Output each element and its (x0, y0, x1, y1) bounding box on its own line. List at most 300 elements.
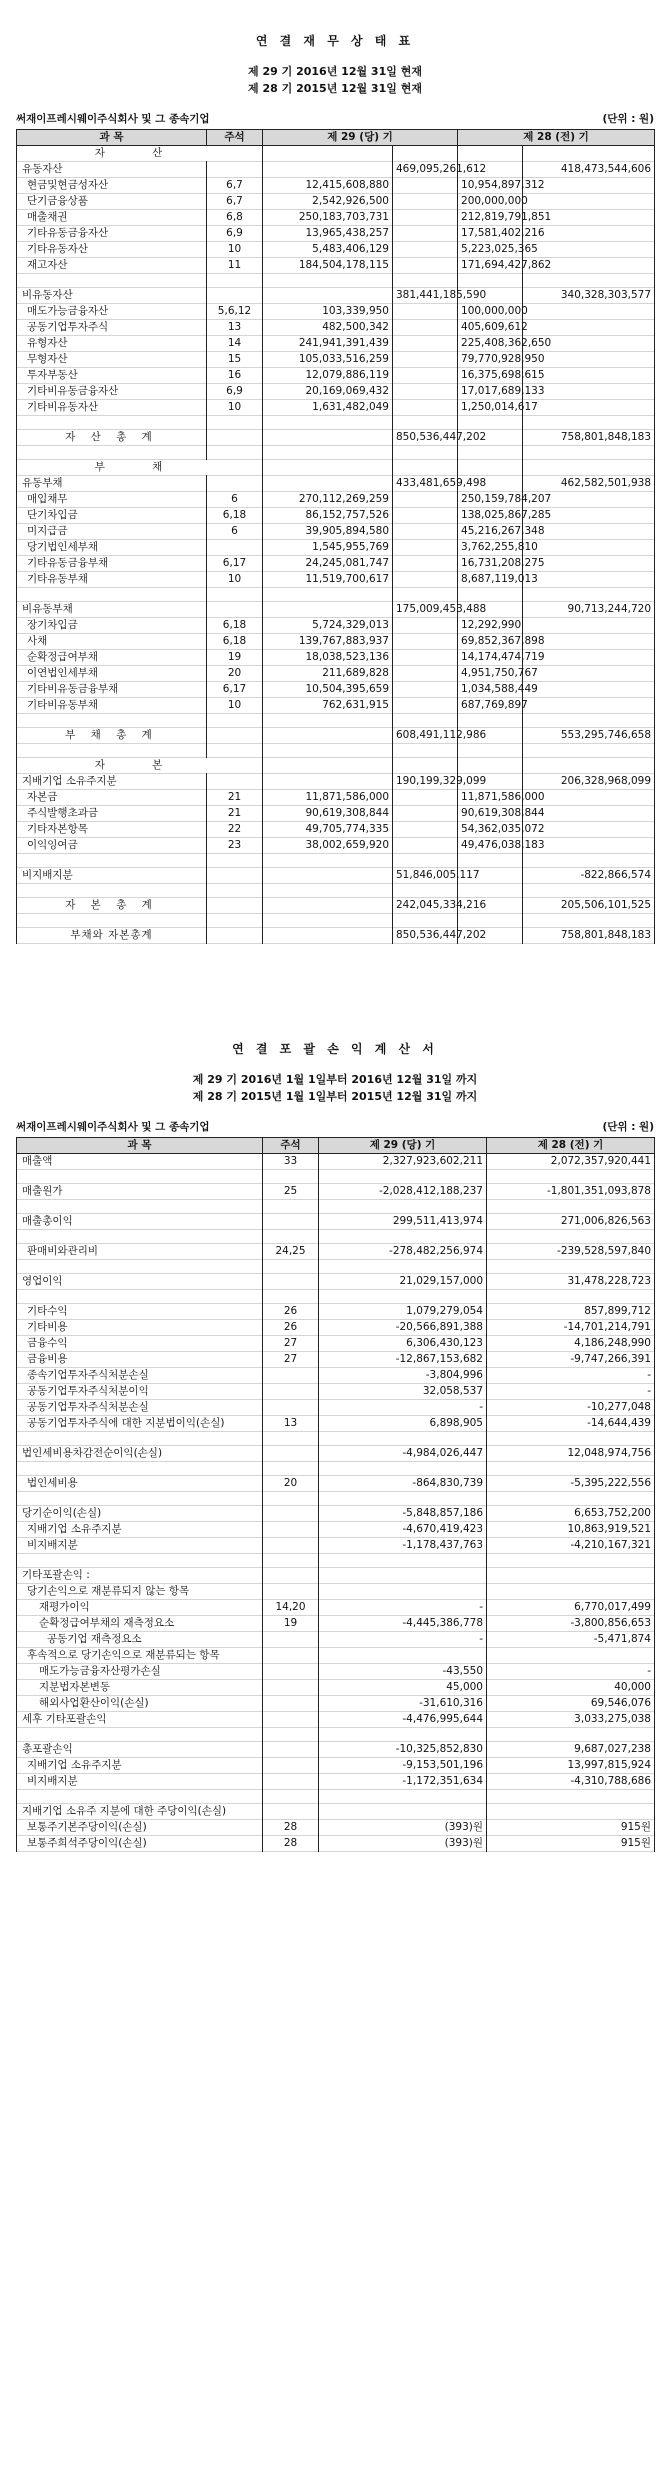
table-row (17, 1304, 655, 1320)
empty-cell (263, 476, 393, 492)
note-ref: 14,20 (263, 1600, 319, 1616)
empty-cell (458, 588, 523, 602)
note-ref: 21 (207, 790, 263, 806)
note-ref (263, 1648, 319, 1664)
spacer-row (17, 1432, 655, 1446)
empty-cell (207, 602, 263, 618)
current-amount: -3,804,996 (319, 1368, 487, 1384)
empty-cell (17, 914, 207, 928)
table-row (17, 194, 655, 210)
account-label: 투자부동산 (17, 368, 207, 384)
note-ref: 6 (207, 492, 263, 508)
note-ref: 16 (207, 368, 263, 384)
table-row (17, 1836, 655, 1852)
table-row (17, 650, 655, 666)
current-amount: -12,867,153,682 (319, 1352, 487, 1368)
empty-cell (263, 1432, 319, 1446)
empty-cell (393, 838, 458, 854)
account-label: 보통주희석주당이익(손실) (17, 1836, 263, 1852)
empty-cell (523, 400, 655, 416)
total-row (17, 928, 655, 944)
account-label: 단기금융상품 (17, 194, 207, 210)
prior-item-amount: 16,731,208,275 (458, 556, 523, 572)
current-total-amount: 850,536,447,202 (393, 928, 458, 944)
account-label: 법인세비용 (17, 1476, 263, 1492)
empty-cell (523, 884, 655, 898)
is-header-current: 제 29 (당) 기 (319, 1138, 487, 1154)
empty-cell (263, 416, 393, 430)
table-row (17, 1506, 655, 1522)
table-row (17, 698, 655, 714)
table-row (17, 556, 655, 572)
empty-cell (263, 460, 393, 476)
current-amount: -1,172,351,634 (319, 1774, 487, 1790)
account-label: 단기차입금 (17, 508, 207, 524)
empty-cell (393, 618, 458, 634)
prior-item-amount: 90,619,308,844 (458, 806, 523, 822)
prior-amount: 31,478,228,723 (487, 1274, 655, 1290)
spacer-row (17, 914, 655, 928)
spacer-row (17, 1200, 655, 1214)
empty-cell (487, 1462, 655, 1476)
note-ref (263, 1214, 319, 1230)
bs-unit-label: (단위 : 원) (602, 113, 654, 125)
empty-cell (263, 274, 393, 288)
empty-cell (523, 854, 655, 868)
current-amount: -4,670,419,423 (319, 1522, 487, 1538)
account-label: 비지배지분 (17, 1774, 263, 1790)
empty-cell (263, 1462, 319, 1476)
is-header-prior: 제 28 (전) 기 (487, 1138, 655, 1154)
prior-amount: -14,644,439 (487, 1416, 655, 1432)
prior-item-amount: 69,852,367,898 (458, 634, 523, 650)
is-body (17, 1154, 655, 1852)
current-item-amount: 90,619,308,844 (263, 806, 393, 822)
empty-cell (17, 1432, 263, 1446)
section-label: 자 산 (17, 146, 263, 162)
account-label: 기타자본항목 (17, 822, 207, 838)
balance-sheet-table (16, 129, 655, 944)
empty-cell (458, 854, 523, 868)
subtotal-row (17, 774, 655, 790)
total-label: 자 본 총 계 (17, 898, 207, 914)
current-item-amount: 105,033,516,259 (263, 352, 393, 368)
empty-cell (17, 1170, 263, 1184)
current-item-amount: 11,871,586,000 (263, 790, 393, 806)
prior-amount: 13,997,815,924 (487, 1758, 655, 1774)
spacer-row (17, 416, 655, 430)
prior-total-amount: 758,801,848,183 (523, 928, 655, 944)
table-row (17, 1214, 655, 1230)
empty-cell (523, 666, 655, 682)
empty-cell (17, 1230, 263, 1244)
note-ref: 13 (263, 1416, 319, 1432)
note-ref (263, 1696, 319, 1712)
account-label: 기타포괄손익 : (17, 1568, 263, 1584)
empty-cell (393, 714, 458, 728)
prior-amount (487, 1568, 655, 1584)
current-item-amount: 38,002,659,920 (263, 838, 393, 854)
empty-cell (263, 1260, 319, 1274)
empty-cell (263, 1492, 319, 1506)
empty-cell (393, 446, 458, 460)
prior-amount (487, 1584, 655, 1600)
current-amount: 299,511,413,974 (319, 1214, 487, 1230)
table-row (17, 682, 655, 698)
current-amount: -10,325,852,830 (319, 1742, 487, 1758)
total-row (17, 728, 655, 744)
empty-cell (207, 914, 263, 928)
subtotal-row (17, 476, 655, 492)
prior-total-amount: 206,328,968,099 (523, 774, 655, 790)
empty-cell (458, 744, 523, 758)
current-amount: 21,029,157,000 (319, 1274, 487, 1290)
total-row (17, 898, 655, 914)
income-statement-table (16, 1137, 655, 1852)
current-total-amount: 51,846,005,117 (393, 868, 458, 884)
empty-cell (523, 274, 655, 288)
account-label: 지분법자본변동 (17, 1680, 263, 1696)
empty-cell (263, 884, 393, 898)
account-label: 총포괄손익 (17, 1742, 263, 1758)
empty-cell (319, 1492, 487, 1506)
account-label: 금융비용 (17, 1352, 263, 1368)
section-header-row (17, 460, 655, 476)
empty-cell (487, 1554, 655, 1568)
account-label: 공동기업투자주식처분손실 (17, 1400, 263, 1416)
current-item-amount: 270,112,269,259 (263, 492, 393, 508)
empty-cell (393, 226, 458, 242)
empty-cell (17, 1462, 263, 1476)
empty-cell (319, 1200, 487, 1214)
current-amount: -1,178,437,763 (319, 1538, 487, 1554)
prior-amount: -4,310,788,686 (487, 1774, 655, 1790)
prior-item-amount: 11,871,586,000 (458, 790, 523, 806)
current-amount: (393)원 (319, 1836, 487, 1852)
account-label: 기타비유동금융자산 (17, 384, 207, 400)
is-header-note: 주석 (263, 1138, 319, 1154)
prior-item-amount: 17,017,689,133 (458, 384, 523, 400)
note-ref: 6,7 (207, 178, 263, 194)
account-label: 당기순이익(손실) (17, 1506, 263, 1522)
prior-amount: -14,701,214,791 (487, 1320, 655, 1336)
note-ref: 6,7 (207, 194, 263, 210)
spacer-row (17, 1260, 655, 1274)
table-row (17, 618, 655, 634)
empty-cell (458, 274, 523, 288)
empty-cell (458, 714, 523, 728)
table-row (17, 1352, 655, 1368)
empty-cell (263, 1790, 319, 1804)
empty-cell (17, 1492, 263, 1506)
prior-total-amount: 758,801,848,183 (523, 430, 655, 446)
note-ref: 6,9 (207, 226, 263, 242)
empty-cell (17, 854, 207, 868)
note-ref (263, 1758, 319, 1774)
empty-cell (393, 352, 458, 368)
prior-total-amount: 462,582,501,938 (523, 476, 655, 492)
prior-amount (487, 1804, 655, 1820)
note-ref: 26 (263, 1320, 319, 1336)
table-row (17, 1804, 655, 1820)
subtotal-row (17, 162, 655, 178)
current-item-amount: 12,079,886,119 (263, 368, 393, 384)
spacer-row (17, 588, 655, 602)
current-total-amount: 850,536,447,202 (393, 430, 458, 446)
current-item-amount: 11,519,700,617 (263, 572, 393, 588)
total-label: 부 채 총 계 (17, 728, 207, 744)
group-label: 유동부채 (17, 476, 207, 492)
prior-amount: 9,687,027,238 (487, 1742, 655, 1758)
table-row (17, 1538, 655, 1554)
empty-cell (458, 460, 523, 476)
subtotal-row (17, 288, 655, 304)
note-ref: 28 (263, 1836, 319, 1852)
account-label: 무형자산 (17, 352, 207, 368)
table-row (17, 1774, 655, 1790)
account-label: 당기법인세부채 (17, 540, 207, 556)
empty-cell (523, 572, 655, 588)
spacer-row (17, 884, 655, 898)
empty-cell (393, 588, 458, 602)
table-row (17, 806, 655, 822)
prior-amount: 4,186,248,990 (487, 1336, 655, 1352)
prior-item-amount: 54,362,035,072 (458, 822, 523, 838)
current-amount: -278,482,256,974 (319, 1244, 487, 1260)
group-label: 비유동자산 (17, 288, 207, 304)
note-ref: 6,17 (207, 556, 263, 572)
empty-cell (393, 258, 458, 274)
table-row (17, 226, 655, 242)
account-label: 현금및현금성자산 (17, 178, 207, 194)
empty-cell (207, 884, 263, 898)
empty-cell (487, 1492, 655, 1506)
current-item-amount: 139,767,883,937 (263, 634, 393, 650)
spacer-row (17, 1728, 655, 1742)
bs-header-account: 과 목 (17, 130, 207, 146)
empty-cell (487, 1260, 655, 1274)
empty-cell (17, 1290, 263, 1304)
note-ref (263, 1400, 319, 1416)
table-row (17, 384, 655, 400)
table-row (17, 1742, 655, 1758)
current-item-amount: 211,689,828 (263, 666, 393, 682)
empty-cell (207, 898, 263, 914)
empty-cell (393, 884, 458, 898)
empty-cell (458, 146, 523, 162)
note-ref: 6,8 (207, 210, 263, 226)
current-amount: -31,610,316 (319, 1696, 487, 1712)
is-company-name: 써재이프레시웨이주식회사 및 그 종속기업 (16, 1121, 210, 1133)
account-label: 재고자산 (17, 258, 207, 274)
prior-item-amount: 45,216,267,348 (458, 524, 523, 540)
empty-cell (263, 928, 393, 944)
current-item-amount: 12,415,608,880 (263, 178, 393, 194)
prior-total-amount: 418,473,544,606 (523, 162, 655, 178)
current-amount: -5,848,857,186 (319, 1506, 487, 1522)
empty-cell (393, 524, 458, 540)
note-ref: 27 (263, 1336, 319, 1352)
note-ref (263, 1632, 319, 1648)
prior-total-amount: 205,506,101,525 (523, 898, 655, 914)
balance-sheet-title: 연 결 재 무 상 태 표 (255, 34, 415, 48)
account-label: 재평가이익 (17, 1600, 263, 1616)
empty-cell (263, 1170, 319, 1184)
empty-cell (393, 400, 458, 416)
empty-cell (393, 822, 458, 838)
current-item-amount: 2,542,926,500 (263, 194, 393, 210)
section-header-row (17, 146, 655, 162)
empty-cell (319, 1260, 487, 1274)
empty-cell (263, 914, 393, 928)
table-row (17, 1820, 655, 1836)
table-row (17, 1522, 655, 1538)
prior-item-amount: 200,000,000 (458, 194, 523, 210)
empty-cell (263, 1728, 319, 1742)
note-ref (263, 1774, 319, 1790)
prior-amount: - (487, 1368, 655, 1384)
prior-item-amount: 250,159,784,207 (458, 492, 523, 508)
current-item-amount: 103,339,950 (263, 304, 393, 320)
empty-cell (207, 430, 263, 446)
prior-amount: -10,277,048 (487, 1400, 655, 1416)
note-ref: 6,17 (207, 682, 263, 698)
table-row (17, 492, 655, 508)
table-row (17, 1336, 655, 1352)
account-label: 기타비유동부채 (17, 698, 207, 714)
empty-cell (393, 194, 458, 210)
empty-cell (523, 446, 655, 460)
table-row (17, 178, 655, 194)
empty-cell (263, 602, 393, 618)
table-row (17, 1648, 655, 1664)
account-label: 자본금 (17, 790, 207, 806)
empty-cell (207, 274, 263, 288)
note-ref: 27 (263, 1352, 319, 1368)
current-amount: 32,058,537 (319, 1384, 487, 1400)
account-label: 이익잉여금 (17, 838, 207, 854)
empty-cell (319, 1790, 487, 1804)
prior-item-amount: 5,223,025,365 (458, 242, 523, 258)
empty-cell (523, 714, 655, 728)
note-ref: 22 (207, 822, 263, 838)
note-ref (263, 1522, 319, 1538)
account-label: 판매비와관리비 (17, 1244, 263, 1260)
current-amount: -2,028,412,188,237 (319, 1184, 487, 1200)
current-item-amount: 250,183,703,731 (263, 210, 393, 226)
empty-cell (17, 744, 207, 758)
empty-cell (263, 162, 393, 178)
empty-cell (263, 288, 393, 304)
empty-cell (319, 1554, 487, 1568)
account-label: 매출원가 (17, 1184, 263, 1200)
account-label: 공동기업투자주식에 대한 지분법이익(손실) (17, 1416, 263, 1432)
empty-cell (487, 1200, 655, 1214)
note-ref (263, 1506, 319, 1522)
note-ref: 20 (263, 1476, 319, 1492)
empty-cell (263, 1200, 319, 1214)
table-row (17, 634, 655, 650)
bs-period-prior: 제 28 기 2015년 12월 31일 현재 (248, 82, 422, 95)
empty-cell (17, 884, 207, 898)
table-row (17, 790, 655, 806)
note-ref: 21 (207, 806, 263, 822)
current-total-amount: 469,095,261,612 (393, 162, 458, 178)
note-ref: 24,25 (263, 1244, 319, 1260)
note-ref (263, 1384, 319, 1400)
note-ref (263, 1368, 319, 1384)
note-ref: 28 (263, 1820, 319, 1836)
note-ref: 11 (207, 258, 263, 274)
empty-cell (319, 1462, 487, 1476)
current-amount: -864,830,739 (319, 1476, 487, 1492)
income-statement-title: 연 결 포 괄 손 익 계 산 서 (232, 1042, 438, 1056)
current-amount (319, 1648, 487, 1664)
note-ref (263, 1712, 319, 1728)
account-label: 세후 기타포괄손익 (17, 1712, 263, 1728)
account-label: 매출채권 (17, 210, 207, 226)
table-row (17, 400, 655, 416)
prior-amount: 915원 (487, 1820, 655, 1836)
table-row (17, 1584, 655, 1600)
account-label: 지배기업 소유주지분 (17, 1758, 263, 1774)
empty-cell (207, 162, 263, 178)
current-item-amount: 5,483,406,129 (263, 242, 393, 258)
account-label: 금융수익 (17, 1336, 263, 1352)
subtotal-row (17, 602, 655, 618)
account-label: 순확정급여부채 (17, 650, 207, 666)
empty-cell (487, 1170, 655, 1184)
prior-amount: - (487, 1384, 655, 1400)
empty-cell (393, 416, 458, 430)
prior-total-amount: 340,328,303,577 (523, 288, 655, 304)
account-label: 기타비유동자산 (17, 400, 207, 416)
prior-item-amount: 4,951,750,767 (458, 666, 523, 682)
current-amount: 6,306,430,123 (319, 1336, 487, 1352)
prior-amount: 6,770,017,499 (487, 1600, 655, 1616)
empty-cell (523, 682, 655, 698)
empty-cell (263, 774, 393, 790)
total-label: 부채와 자본총계 (17, 928, 207, 944)
spacer-row (17, 1170, 655, 1184)
current-item-amount: 184,504,178,115 (263, 258, 393, 274)
account-label: 공동기업투자주식처분이익 (17, 1384, 263, 1400)
prior-amount: -5,471,874 (487, 1632, 655, 1648)
note-ref: 14 (207, 336, 263, 352)
prior-item-amount: 49,476,038,183 (458, 838, 523, 854)
spacer-row (17, 446, 655, 460)
current-amount: -4,476,995,644 (319, 1712, 487, 1728)
empty-cell (523, 304, 655, 320)
account-label: 유형자산 (17, 336, 207, 352)
bs-header-note: 주석 (207, 130, 263, 146)
note-ref: 19 (207, 650, 263, 666)
current-item-amount: 10,504,395,659 (263, 682, 393, 698)
empty-cell (17, 274, 207, 288)
empty-cell (263, 1290, 319, 1304)
prior-amount: 12,048,974,756 (487, 1446, 655, 1462)
current-item-amount: 18,038,523,136 (263, 650, 393, 666)
prior-item-amount: 14,174,474,719 (458, 650, 523, 666)
account-label: 공동기업 재측정요소 (17, 1632, 263, 1648)
total-row (17, 868, 655, 884)
empty-cell (17, 1260, 263, 1274)
empty-cell (393, 320, 458, 336)
table-row (17, 1476, 655, 1492)
empty-cell (523, 460, 655, 476)
current-item-amount: 482,500,342 (263, 320, 393, 336)
current-amount (319, 1568, 487, 1584)
